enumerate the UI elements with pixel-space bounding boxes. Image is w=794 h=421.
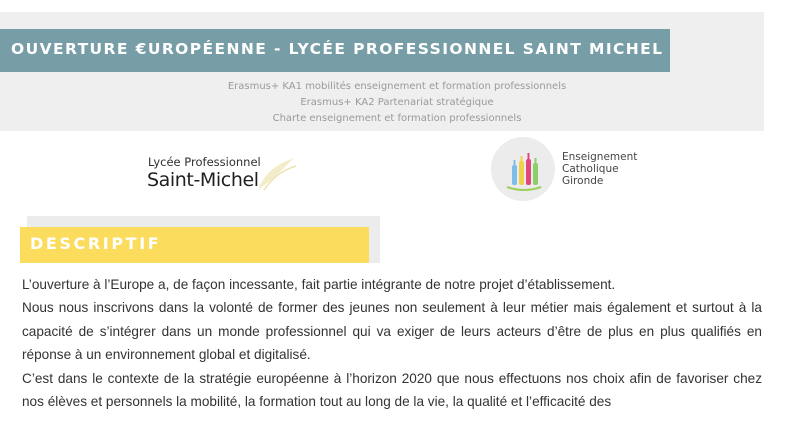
paragraph: C’est dans le contexte de la stratégie européenne à l’horizon 2020 que nous effectuons nos choix afin de favoriser chez nos élèves et personnels la mobilité, la formation tout au long de la vie, la qualité et l’efficacité des	[22, 370, 762, 410]
program-line-charter: Charte enseignement et formation professionnels	[272, 113, 522, 124]
page-title: OUVERTURE €UROPÉENNE - LYCÉE PROFESSIONNEL SAINT MICHEL	[11, 40, 664, 58]
section-title: DESCRIPTIF	[30, 234, 162, 253]
paragraph: Nous nous inscrivons dans la volonté de former des jeunes non seulement à leur métier mais également et surtout à la capacité de s’intégrer dans un monde professionnel qui va exiger de leurs acteurs d’être de plus en plus qualifiés en réponse à un environnement global et digitalisé.	[22, 300, 762, 363]
leaf-icon	[254, 156, 298, 192]
program-line-ka2: Erasmus+ KA2 Partenariat stratégique	[300, 97, 494, 108]
logo-line-saint-michel: Saint-Michel	[147, 169, 259, 191]
ecg-wordmark	[562, 151, 637, 187]
paragraph: L’ouverture à l’Europe a, de façon incessante, fait partie intégrante de notre projet d’établissement.	[22, 277, 616, 292]
description-body	[22, 273, 762, 413]
bottles-icon	[501, 147, 547, 193]
program-list	[0, 79, 794, 127]
logo-line-lycee: Lycée Professionnel	[148, 155, 261, 169]
ecg-line-gironde: Gironde	[562, 175, 604, 187]
ecg-line-catholique: Catholique	[562, 163, 619, 175]
ecg-line-enseignement: Enseignement	[562, 151, 638, 163]
program-line-ka1: Erasmus+ KA1 mobilités enseignement et formation professionnels	[227, 81, 567, 92]
enseignement-catholique-gironde-logo	[491, 137, 671, 203]
